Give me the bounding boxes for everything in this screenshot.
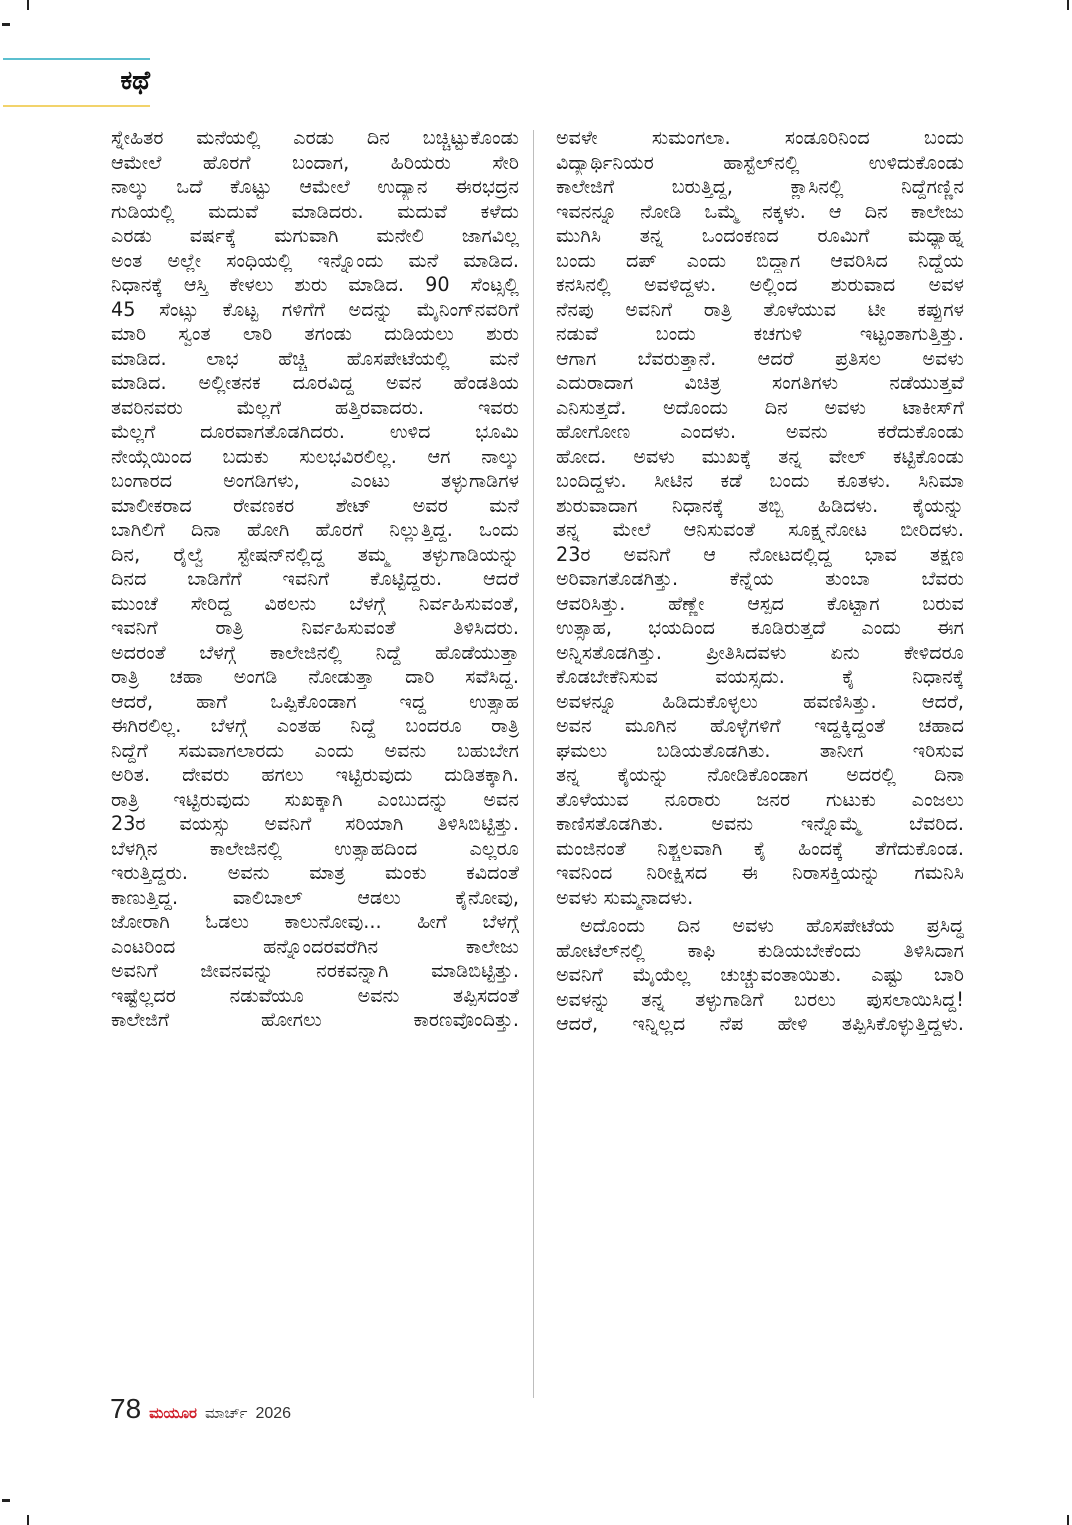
crop-mark-top-left: [27, 0, 29, 10]
text-line: ಮಾಡಿದ. ಅಲ್ಲೀತನಕ ದೂರವಿದ್ದ ಅವನ ಹೆಂಡತಿಯ: [111, 371, 519, 394]
text-line: ನೇಯ್ಗೆಯಿಂದ ಬದುಕು ಸುಲಭವಿರಲಿಲ್ಲ. ಆಗ ನಾಲ್ಕು: [111, 444, 519, 468]
text-line: ಇವನಿಂದ ನಿರೀಕ್ಷಿಸದ ಈ ನಿರಾಸಕ್ತಿಯನ್ನು ಗಮನಿಸಿ: [556, 861, 964, 884]
text-line: ಶುರುವಾದಾಗ ನಿಧಾನಕ್ಕೆ ತಬ್ಬಿ ಹಿಡಿದಳು. ಕೈಯನ್ನು: [556, 493, 964, 517]
text-line: ತನ್ನ ಕೈಯನ್ನು ನೋಡಿಕೊಂಡಾಗ ಅದರಲ್ಲಿ ದಿನಾ: [556, 763, 964, 786]
text-line: ಕನಸಿನಲ್ಲಿ ಅವಳಿದ್ದಳು. ಅಲ್ಲಿಂದ ಶುರುವಾದ ಅವಳ: [556, 273, 964, 296]
text-line: ನೆನಪು ಅವನಿಗೆ ರಾತ್ರಿ ತೊಳೆಯುವ ಟೀ ಕಪ್ಪುಗಳ: [556, 297, 964, 321]
text-line: ಎಂಟರಿಂದ ಹನ್ನೊಂದರವರೆಗಿನ ಕಾಲೇಜು: [111, 934, 519, 958]
text-line: ಹೋಟೆಲ್‌ನಲ್ಲಿ ಕಾಫಿ ಕುಡಿಯಬೇಕೆಂದು ತಿಳಿಸಿದಾಗ: [556, 938, 964, 962]
text-line: ಅರಿವಾಗತೊಡಗಿತ್ತು. ಕೆನ್ನೆಯ ತುಂಬಾ ಬೆವರು: [556, 567, 964, 590]
text-line: ಅವನ ಮೂಗಿನ ಹೊಳ್ಳೆಗಳಿಗೆ ಇದ್ದಕ್ಕಿದ್ದಂತೆ ಚಹಾದ: [556, 714, 964, 737]
text-line: ಮುಂಚೆ ಸೇರಿದ್ದ ವಿಠಲನು ಬೆಳಗ್ಗೆ ನಿರ್ವಹಿಸುವಂತೆ,: [111, 591, 519, 615]
text-line: ಘಮಲು ಬಡಿಯತೊಡಗಿತು. ತಾನೀಗ ಇರಿಸುವ: [556, 738, 964, 762]
header-rule-bottom: [3, 105, 150, 107]
column-divider: [533, 130, 534, 1398]
text-line: 45 ಸೆಂಟ್ಸು ಕೊಟ್ಟ ಗಳಿಗೆಗೆ ಅದನ್ನು ಮೈನಿಂಗ್‌ನವರಿಗೆ: [111, 297, 519, 321]
text-line: 23ರ ವಯಸ್ಸು ಅವನಿಗೆ ಸರಿಯಾಗಿ ತಿಳಿಸಿಬಿಟ್ಟಿತ್ತು.: [111, 812, 519, 835]
text-line: ಹೋಗೋಣ ಎಂದಳು. ಅವನು ಕರೆದುಕೊಂಡು: [556, 420, 964, 443]
text-line: ರಾತ್ರಿ ಚಹಾ ಅಂಗಡಿ ನೋಡುತ್ತಾ ದಾರಿ ಸವೆಸಿದ್ದ.: [111, 665, 519, 688]
paragraph: [556, 126, 964, 910]
text-line: ನಿದ್ದೆಗೆ ಸಮವಾಗಲಾರದು ಎಂದು ಅವನು ಬಹುಬೇಗ: [111, 738, 519, 762]
paragraph: [111, 126, 519, 1033]
text-line: ಅನ್ನಿಸತೊಡಗಿತ್ತು. ಪ್ರೀತಿಸಿದವಳು ಏನು ಕೇಳಿದರೂ: [556, 640, 964, 664]
text-line: ಸ್ನೇಹಿತರ ಮನೆಯಲ್ಲಿ ಎರಡು ದಿನ ಬಚ್ಚಿಟ್ಟುಕೊಂಡು: [111, 126, 519, 149]
text-line: ನಡುವೆ ಬಂದು ಕಚಗುಳಿ ಇಟ್ಟಂತಾಗುತ್ತಿತ್ತು.: [556, 322, 964, 345]
text-line: ರಾತ್ರಿ ಇಟ್ಟಿರುವುದು ಸುಖಕ್ಕಾಗಿ ಎಂಬುದನ್ನು ಅವನ: [111, 787, 519, 811]
crop-mark-top-right: [1067, 0, 1069, 10]
text-line: ಕಾಣಿಸತೊಡಗಿತು. ಅವನು ಇನ್ನೊಮ್ಮೆ ಬೆವರಿದ.: [556, 812, 964, 835]
text-line: ದಿನದ ಬಾಡಿಗೆಗೆ ಇವನಿಗೆ ಕೊಟ್ಟಿದ್ದರು. ಆದರೆ: [111, 567, 519, 590]
text-line: ಮಂಜಿನಂತೆ ನಿಶ್ಚಲವಾಗಿ ಕೈ ಹಿಂದಕ್ಕೆ ತೆಗೆದುಕೊಂಡ.: [556, 836, 964, 860]
text-line: ಅವಳು ಸುಮ್ಮನಾದಳು.: [556, 885, 694, 909]
text-line: ತವರಿನವರು ಮೆಲ್ಲಗೆ ಹತ್ತಿರವಾದರು. ಇವರು: [111, 395, 519, 419]
text-line: ಎದುರಾದಾಗ ವಿಚಿತ್ರ ಸಂಗತಿಗಳು ನಡೆಯುತ್ತವೆ: [556, 371, 964, 394]
page-number: 78: [110, 1393, 142, 1424]
text-line: ಮೆಲ್ಲಗೆ ದೂರವಾಗತೊಡಗಿದರು. ಉಳಿದ ಭೂಮಿ: [111, 420, 519, 443]
text-line: ವಿದ್ಯಾರ್ಥಿನಿಯರ ಹಾಸ್ಟೆಲ್‌ನಲ್ಲಿ ಉಳಿದುಕೊಂಡು: [556, 150, 964, 174]
text-line: ಕೊಡಬೇಕೆನಿಸುವ ವಯಸ್ಸದು. ಕೈ ನಿಧಾನಕ್ಕೆ: [556, 665, 964, 688]
text-line: ಕಾಲೇಜಿಗೆ ಬರುತ್ತಿದ್ದ, ಕ್ಲಾಸಿನಲ್ಲಿ ನಿದ್ದೆಗಣ್ಣಿನ: [556, 175, 964, 198]
text-line: ಆಗಾಗ ಬೆವರುತ್ತಾನೆ. ಆದರೆ ಪ್ರತಿಸಲ ಅವಳು: [556, 346, 964, 370]
text-line: ಆವರಿಸಿತ್ತು. ಹೆಣ್ಣೇ ಆಸ್ಪದ ಕೊಟ್ಟಾಗ ಬರುವ: [556, 591, 964, 615]
text-line: 23ರ ಅವನಿಗೆ ಆ ನೋಟದಲ್ಲಿದ್ದ ಭಾವ ತಕ್ಷಣ: [556, 542, 964, 566]
header-rule-top: [3, 58, 150, 60]
text-line: ಅದೊಂದು ದಿನ ಅವಳು ಹೊಸಪೇಟೆಯ ಪ್ರಸಿದ್ಧ: [580, 914, 964, 937]
text-line: ಆಮೇಲೆ ಹೊರಗೆ ಬಂದಾಗ, ಹಿರಿಯರು ಸೇರಿ: [111, 150, 519, 174]
text-line: ಈಗಿರಲಿಲ್ಲ. ಬೆಳಗ್ಗೆ ಎಂತಹ ನಿದ್ದೆ ಬಂದರೂ ರಾತ್ರಿ: [111, 714, 519, 737]
text-line: ಅಂತ ಅಲ್ಲೇ ಸಂಧಿಯಲ್ಲಿ ಇನ್ನೊಂದು ಮನೆ ಮಾಡಿದ.: [111, 248, 519, 272]
text-line: ಎರಡು ವರ್ಷಕ್ಕೆ ಮಗುವಾಗಿ ಮನೇಲಿ ಜಾಗವಿಲ್ಲ: [111, 224, 519, 247]
text-line: ಅವನಿಗೆ ಮೈಯೆಲ್ಲ ಚುಚ್ಚುವಂತಾಯಿತು. ಎಷ್ಟು ಬಾರಿ: [556, 963, 964, 986]
section-title: ಕಥೆ: [120, 66, 150, 96]
text-line: ಇವನಿಗೆ ರಾತ್ರಿ ನಿರ್ವಹಿಸುವಂತೆ ತಿಳಿಸಿದರು.: [111, 616, 519, 639]
story-column-right: [556, 126, 964, 1037]
paragraph: [556, 914, 964, 1037]
text-line: ಅವಳೇ ಸುಮಂಗಲಾ. ಸಂಡೂರಿನಿಂದ ಬಂದು: [556, 126, 964, 149]
section-header: [3, 58, 150, 108]
text-line: ಕಾಣುತ್ತಿದ್ದ. ವಾಲಿಬಾಲ್ ಆಡಲು ಕೈನೋವು,: [111, 885, 519, 909]
text-line: ಉತ್ಸಾಹ, ಭಯದಿಂದ ಕೂಡಿರುತ್ತದೆ ಎಂದು ಈಗ: [556, 616, 964, 639]
issue-year: 2026: [255, 1405, 292, 1422]
crop-mark-left-bottom: [2, 1499, 10, 1502]
text-line: ಬಂದಿದ್ದಳು. ಸೀಟಿನ ಕಡೆ ಬಂದು ಕೂತಳು. ಸಿನಿಮಾ: [556, 469, 964, 492]
text-line: ತೊಳೆಯುವ ನೂರಾರು ಜನರ ಗುಟುಕು ಎಂಜಲು: [556, 787, 964, 811]
text-line: ಬಾಗಿಲಿಗೆ ದಿನಾ ಹೋಗಿ ಹೊರಗೆ ನಿಲ್ಲುತ್ತಿದ್ದ. ಒಂದು: [111, 518, 519, 541]
text-line: ಬೆಳಗ್ಗಿನ ಕಾಲೇಜಿನಲ್ಲಿ ಉತ್ಸಾಹದಿಂದ ಎಲ್ಲರೂ: [111, 836, 519, 860]
text-line: ಅವಳನ್ನೂ ಹಿಡಿದುಕೊಳ್ಳಲು ಹವಣಿಸಿತ್ತು. ಆದರೆ,: [556, 689, 964, 713]
text-line: ಹೋದ. ಅವಳು ಮುಖಕ್ಕೆ ತನ್ನ ವೇಲ್ ಕಟ್ಟಿಕೊಂಡು: [556, 444, 964, 468]
story-column-left: [111, 126, 519, 1033]
text-line: ಮುಗಿಸಿ ತನ್ನ ಒಂದಂಕಣದ ರೂಮಿಗೆ ಮಧ್ಯಾಹ್ನ: [556, 224, 964, 247]
text-line: ನಾಲ್ಕು ಒದೆ ಕೊಟ್ಟು ಆಮೇಲೆ ಉದ್ಯಾನ ಈರಭದ್ರನ: [111, 175, 519, 198]
magazine-name: ಮಯೂರ: [149, 1404, 197, 1422]
text-line: ತನ್ನ ಮೇಲೆ ಆನಿಸುವಂತೆ ಸೂಕ್ಷ್ಮನೋಟ ಬೀರಿದಳು.: [556, 518, 964, 541]
text-line: ಎನಿಸುತ್ತದೆ. ಅದೊಂದು ದಿನ ಅವಳು ಟಾಕೀಸ್‌ಗೆ: [556, 395, 964, 419]
text-line: ಅದರಂತೆ ಬೆಳಗ್ಗೆ ಕಾಲೇಜಿನಲ್ಲಿ ನಿದ್ದೆ ಹೊಡೆಯುತ್ತಾ: [111, 640, 519, 664]
text-line: ಆದರೆ, ಇನ್ನಿಲ್ಲದ ನೆಪ ಹೇಳಿ ತಪ್ಪಿಸಿಕೊಳ್ಳುತ್ತಿದ್ದಳು.: [556, 1012, 964, 1035]
text-line: ಗುಡಿಯಲ್ಲಿ ಮದುವೆ ಮಾಡಿದರು. ಮದುವೆ ಕಳೆದು: [111, 199, 519, 223]
issue-month: ಮಾರ್ಚ್: [205, 1404, 248, 1422]
text-line: ಆದರೆ, ಹಾಗೆ ಒಪ್ಪಿಕೊಂಡಾಗ ಇದ್ದ ಉತ್ಸಾಹ: [111, 689, 519, 713]
text-line: ಕಾಲೇಜಿಗೆ ಹೋಗಲು ಕಾರಣವೊಂದಿತ್ತು.: [111, 1008, 519, 1031]
text-line: ಇಷ್ಟೆಲ್ಲದರ ನಡುವೆಯೂ ಅವನು ತಪ್ಪಿಸದಂತೆ: [111, 983, 519, 1007]
crop-mark-left-top: [2, 23, 10, 26]
crop-mark-bottom-left: [27, 1515, 29, 1525]
text-line: ನಿಧಾನಕ್ಕೆ ಆಸ್ತಿ ಕೇಳಲು ಶುರು ಮಾಡಿದ. 90 ಸೆಂಟ್ಸಲ್ಲಿ: [111, 273, 519, 296]
text-line: ಮಾಡಿದ. ಲಾಭ ಹೆಚ್ಚಿ ಹೊಸಪೇಟೆಯಲ್ಲಿ ಮನೆ: [111, 346, 519, 370]
text-line: ಇರುತ್ತಿದ್ದರು. ಅವನು ಮಾತ್ರ ಮಂಕು ಕವಿದಂತೆ: [111, 861, 519, 884]
page-footer: [110, 1393, 291, 1429]
text-line: ಮಾಲೀಕರಾದ ರೇವಣಕರ ಶೇಟ್ ಅವರ ಮನೆ: [111, 493, 519, 517]
text-line: ದಿನ, ರೈಲ್ವೆ ಸ್ಟೇಷನ್‌ನಲ್ಲಿದ್ದ ತಮ್ಮ ತಳ್ಳುಗಾಡಿಯನ್ನು: [111, 542, 519, 566]
text-line: ಬಂದು ದಪ್ ಎಂದು ಬಿದ್ದಾಗ ಆವರಿಸಿದ ನಿದ್ದೆಯ: [556, 248, 964, 272]
text-line: ಮಾರಿ ಸ್ವಂತ ಲಾರಿ ತಗಂಡು ದುಡಿಯಲು ಶುರು: [111, 322, 519, 345]
text-line: ಜೋರಾಗಿ ಓಡಲು ಕಾಲುನೋವು... ಹೀಗೆ ಬೆಳಗ್ಗೆ: [111, 910, 519, 933]
text-line: ಅವನಿಗೆ ಜೀವನವನ್ನು ನರಕವನ್ನಾಗಿ ಮಾಡಿಬಿಟ್ಟಿತ್ತು.: [111, 959, 519, 982]
text-line: ಅರಿತ. ದೇವರು ಹಗಲು ಇಟ್ಟಿರುವುದು ದುಡಿತಕ್ಕಾಗಿ.: [111, 763, 519, 786]
text-line: ಬಂಗಾರದ ಅಂಗಡಿಗಳು, ಎಂಟು ತಳ್ಳುಗಾಡಿಗಳ: [111, 469, 519, 492]
text-line: ಇವನನ್ನೂ ನೋಡಿ ಒಮ್ಮೆ ನಕ್ಕಳು. ಆ ದಿನ ಕಾಲೇಜು: [556, 199, 964, 223]
text-line: ಅವಳನ್ನು ತನ್ನ ತಳ್ಳುಗಾಡಿಗೆ ಬರಲು ಪುಸಲಾಯಿಸಿದ್ದ!: [556, 987, 964, 1011]
crop-mark-bottom-right: [1067, 1515, 1069, 1525]
